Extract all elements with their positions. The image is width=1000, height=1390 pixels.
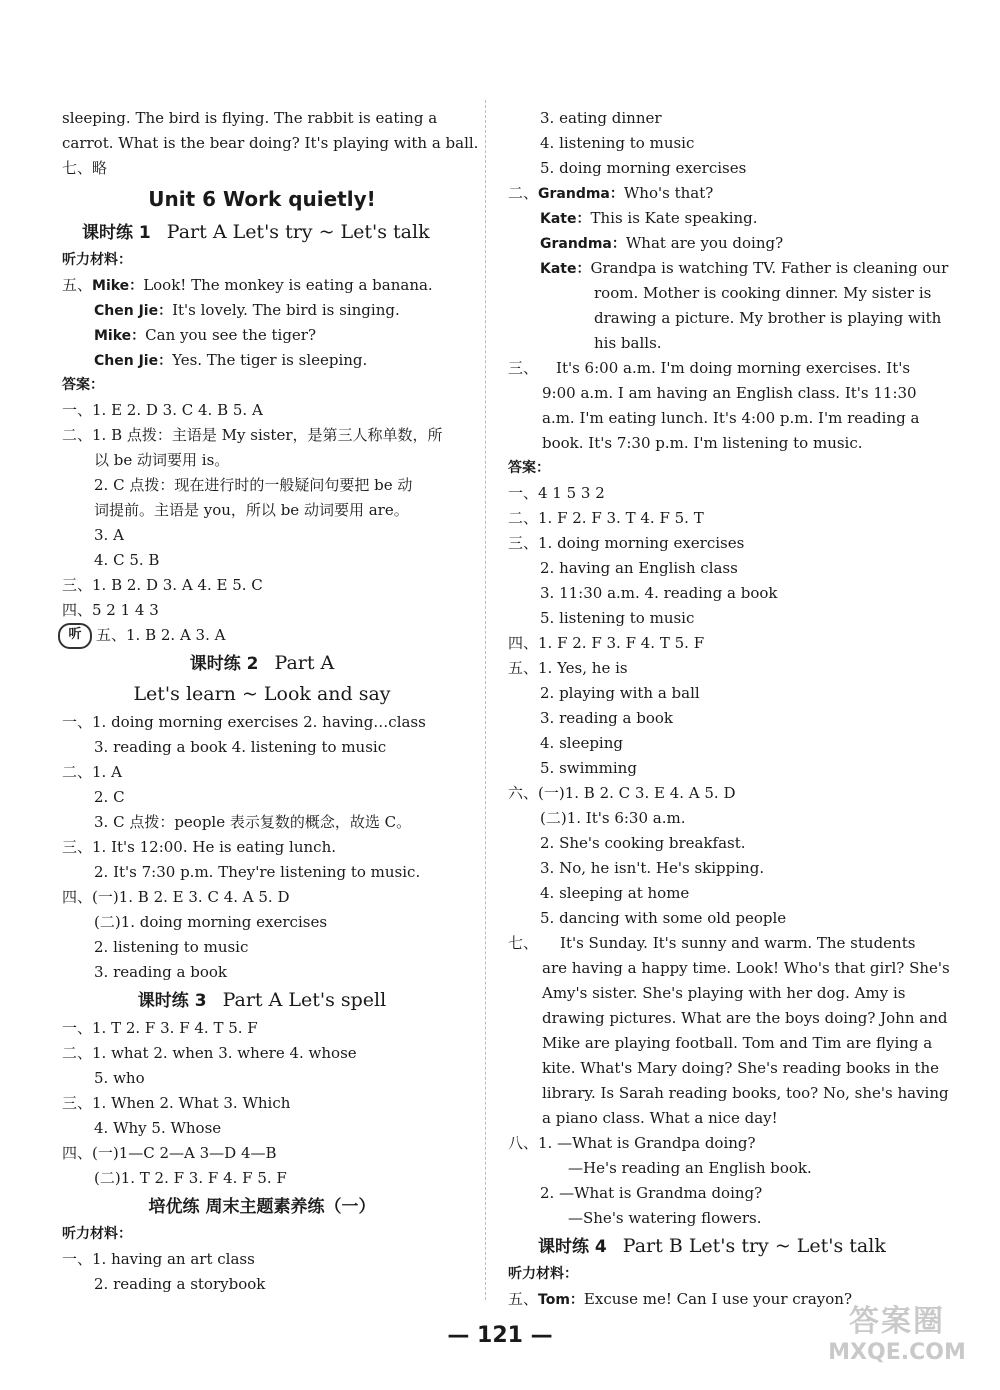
speaker: Mike： <box>92 278 144 294</box>
speech: It's lovely. The bird is singing. <box>172 301 400 319</box>
dialogue-line <box>508 206 918 231</box>
speech: Look! The monkey is eating a banana. <box>143 276 433 294</box>
answer-line: (二)1. It's 6:30 a.m. <box>540 809 686 827</box>
answer-line: 2. reading a storybook <box>94 1275 266 1293</box>
listen-icon: 听 <box>58 623 92 649</box>
speaker: Grandma： <box>538 186 624 202</box>
lesson-subtitle: Part A <box>274 652 335 674</box>
paragraph-line: a piano class. What a nice day! <box>542 1109 778 1127</box>
answer-line: 三、1. When 2. What 3. Which <box>62 1094 291 1112</box>
answer-line: 一、1. T 2. F 3. F 4. T 5. F <box>62 1019 258 1037</box>
speech: Who's that? <box>623 184 714 202</box>
answer-line: 一、4 1 5 3 2 <box>508 484 605 502</box>
speaker: Chen Jie： <box>94 353 173 369</box>
answer-line: 二、1. F 2. F 3. T 4. F 5. T <box>508 509 704 527</box>
answer-line: 六、(一)1. B 2. C 3. E 4. A 5. D <box>508 784 736 802</box>
dialogue-continuation: room. Mother is cooking dinner. My sister is <box>594 284 932 302</box>
dialogue-continuation: his balls. <box>594 334 662 352</box>
paragraph-text: It's 6:00 a.m. I'm doing morning exercises. It's <box>556 359 911 377</box>
answer-line: 一、1. E 2. D 3. C 4. B 5. A <box>62 401 263 419</box>
weekly-title-text: 培优练 周末主题素养练（一） <box>148 1197 376 1217</box>
speaker: Mike： <box>94 328 146 344</box>
text-line: 七、略 <box>62 159 108 177</box>
answer-line: —He's reading an English book. <box>568 1159 812 1177</box>
lesson-3-title <box>62 985 462 1016</box>
answer-line: 四、(一)1. B 2. E 3. C 4. A 5. D <box>62 888 290 906</box>
answer-line: 五、1. Yes, he is <box>508 659 628 677</box>
lesson-label: 课时练 4 <box>538 1237 607 1257</box>
listening-label: 听力材料： <box>508 1266 578 1282</box>
paragraph-text: It's Sunday. It's sunny and warm. The students <box>560 934 916 952</box>
dialogue-line <box>508 256 949 281</box>
answer-line: 一、1. doing morning exercises 2. having…class <box>62 713 426 731</box>
lesson-subtitle: Part B Let's try ~ Let's talk <box>622 1235 886 1257</box>
answer-text: 五、1. B 2. A 3. A <box>96 626 226 644</box>
speech: Yes. The tiger is sleeping. <box>172 351 368 369</box>
answer-line: 三、1. doing morning exercises <box>508 534 745 552</box>
paragraph-line: Amy's sister. She's playing with her dog. Amy is <box>542 984 906 1002</box>
column-divider <box>485 100 486 1300</box>
left-column <box>62 106 479 1297</box>
answer-line: 四、1. F 2. F 3. F 4. T 5. F <box>508 634 705 652</box>
answer-line: 3. C 点拨：people 表示复数的概念，故选 C。 <box>94 813 412 831</box>
dialogue-line <box>62 273 462 298</box>
paragraph-line <box>508 356 918 381</box>
answer-line: 4. Why 5. Whose <box>94 1119 222 1137</box>
dialogue-continuation: drawing a picture. My brother is playing with <box>594 309 942 327</box>
speaker: Tom： <box>538 1292 584 1308</box>
answer-line: 4. sleeping at home <box>540 884 690 902</box>
answer-line: 八、1. —What is Grandpa doing? <box>508 1134 756 1152</box>
paragraph-line: drawing pictures. What are the boys doing? John and <box>542 1009 948 1027</box>
speaker: Kate： <box>540 261 591 277</box>
answer-line: —She's watering flowers. <box>568 1209 762 1227</box>
text-line: sleeping. The bird is flying. The rabbit is eating a <box>62 109 438 127</box>
right-column <box>508 106 950 1312</box>
lesson-1-title <box>62 217 462 248</box>
text-line: carrot. What is the bear doing? It's playing with a ball. <box>62 134 479 152</box>
answer-line: 一、1. having an art class <box>62 1250 255 1268</box>
item-prefix: 七、 <box>508 934 539 952</box>
answer-line: 2. She's cooking breakfast. <box>540 834 746 852</box>
dialogue-line <box>62 298 462 323</box>
answer-line: 二、1. what 2. when 3. where 4. whose <box>62 1044 357 1062</box>
lesson-4-title <box>508 1231 918 1262</box>
paragraph-line: book. It's 7:30 p.m. I'm listening to music. <box>542 434 863 452</box>
item-prefix: 三、 <box>508 359 539 377</box>
dialogue-line <box>62 348 462 373</box>
answer-line: 三、1. It's 12:00. He is eating lunch. <box>62 838 336 856</box>
dialogue-line <box>62 323 462 348</box>
speech: Can you see the tiger? <box>145 326 317 344</box>
answer-line: 2. listening to music <box>94 938 249 956</box>
answer-line: (二)1. T 2. F 3. F 4. F 5. F <box>94 1169 287 1187</box>
dialogue-line <box>508 181 918 206</box>
weekly-practice-title <box>62 1191 462 1222</box>
paragraph-line: library. Is Sarah reading books, too? No, she's having <box>542 1084 949 1102</box>
answer-line: 二、1. A <box>62 763 122 781</box>
answer-line: 3. No, he isn't. He's skipping. <box>540 859 765 877</box>
answer-line: 5. who <box>94 1069 145 1087</box>
lesson-label: 课时练 3 <box>137 991 207 1011</box>
answer-line: 5. swimming <box>540 759 637 777</box>
answer-line: 2. C <box>94 788 125 806</box>
answer-line: 4. listening to music <box>540 134 695 152</box>
answer-line: 二、1. B 点拨：主语是 My sister，是第三人称单数，所 <box>62 426 443 444</box>
answer-line: 3. 11:30 a.m. 4. reading a book <box>540 584 778 602</box>
answer-label: 答案： <box>62 377 104 393</box>
speech: This is Kate speaking. <box>590 209 758 227</box>
paragraph-line: kite. What's Mary doing? She's reading books in the <box>542 1059 940 1077</box>
lesson-subtitle: Part A Let's try ~ Let's talk <box>166 221 430 243</box>
item-prefix: 五、 <box>508 1290 539 1308</box>
speaker: Grandma： <box>540 236 626 252</box>
watermark-text: 答案圈 <box>849 1304 945 1339</box>
lesson-label: 课时练 2 <box>189 654 259 674</box>
lesson-subtitle: Part A Let's spell <box>222 989 387 1011</box>
item-prefix: 二、 <box>508 184 539 202</box>
answer-line: 5. listening to music <box>540 609 695 627</box>
answer-line: (二)1. doing morning exercises <box>94 913 328 931</box>
listening-label: 听力材料： <box>62 1226 132 1242</box>
answer-line: 2. playing with a ball <box>540 684 700 702</box>
answer-line: 3. eating dinner <box>540 109 662 127</box>
lesson-2-subtitle: Let's learn ~ Look and say <box>133 683 391 705</box>
paragraph-line: a.m. I'm eating lunch. It's 4:00 p.m. I'm reading a <box>542 409 920 427</box>
speech: Grandpa is watching TV. Father is cleaning our <box>590 259 949 277</box>
answer-line: 2. —What is Grandma doing? <box>540 1184 763 1202</box>
answer-line: 三、1. B 2. D 3. A 4. E 5. C <box>62 576 263 594</box>
speaker: Kate： <box>540 211 591 227</box>
paragraph-line: 9:00 a.m. I am having an English class. It's 11:30 <box>542 384 917 402</box>
answer-line: 四、(一)1—C 2—A 3—D 4—B <box>62 1144 277 1162</box>
answer-line: 3. reading a book 4. listening to music <box>94 738 387 756</box>
answer-line: 5. doing morning exercises <box>540 159 747 177</box>
listening-label: 听力材料： <box>62 252 132 268</box>
lesson-label: 课时练 1 <box>82 223 151 243</box>
answer-line: 四、5 2 1 4 3 <box>62 601 159 619</box>
answer-line: 3. A <box>94 526 124 544</box>
watermark-logo <box>812 1296 982 1376</box>
item-prefix: 五、 <box>62 276 93 294</box>
answer-line: 3. reading a book <box>540 709 673 727</box>
answer-line: 4. C 5. B <box>94 551 160 569</box>
lesson-2-title <box>62 648 462 679</box>
speaker: Chen Jie： <box>94 303 173 319</box>
answer-line: 3. reading a book <box>94 963 227 981</box>
dialogue-line <box>508 231 918 256</box>
answer-line: 4. sleeping <box>540 734 623 752</box>
answer-label: 答案： <box>508 460 550 476</box>
answer-line: 2. It's 7:30 p.m. They're listening to music. <box>94 863 421 881</box>
answer-line: 词提前。主语是 you，所以 be 动词要用 are。 <box>94 501 409 519</box>
speech: What are you doing? <box>625 234 784 252</box>
page-number: — 121 — <box>447 1323 553 1348</box>
speech: Excuse me! Can I use your crayon? <box>583 1290 853 1308</box>
unit-title: Unit 6 Work quietly! <box>148 187 376 211</box>
answer-line: 5. dancing with some old people <box>540 909 787 927</box>
answer-line: 以 be 动词要用 is。 <box>94 451 230 469</box>
watermark-url: MXQE.COM <box>828 1340 966 1365</box>
paragraph-line: are having a happy time. Look! Who's that girl? She's <box>542 959 950 977</box>
answer-line <box>58 623 462 648</box>
answer-line: 2. having an English class <box>540 559 738 577</box>
paragraph-line: Mike are playing football. Tom and Tim are flying a <box>542 1034 933 1052</box>
paragraph-line <box>508 931 918 956</box>
answer-line: 2. C 点拨：现在进行时的一般疑问句要把 be 动 <box>94 476 413 494</box>
